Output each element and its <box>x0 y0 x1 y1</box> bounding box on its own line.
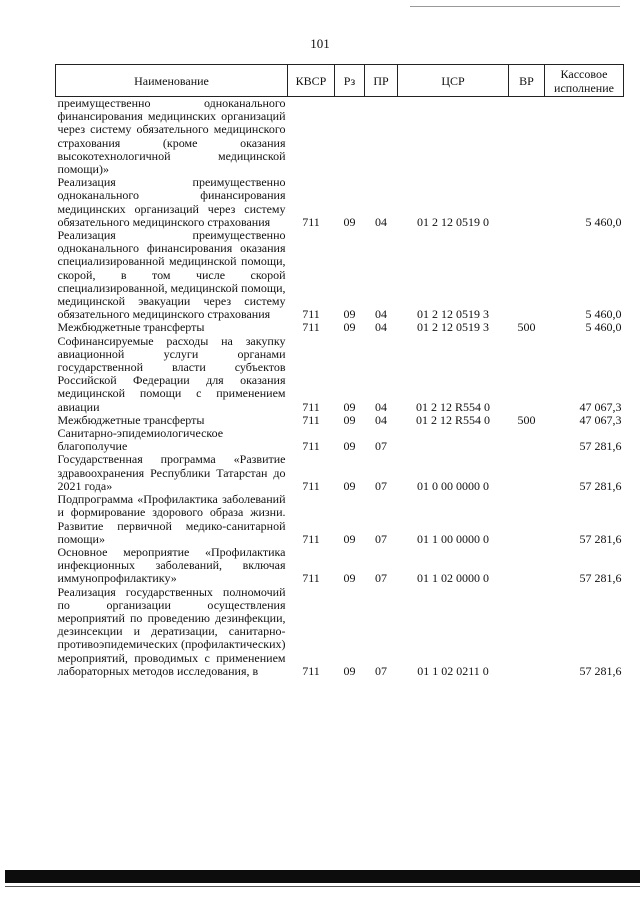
row-rz: 09 <box>343 214 356 229</box>
row-vr <box>509 229 545 321</box>
row-pr: 04 <box>375 412 387 427</box>
row-cash: 57 281,6 <box>579 439 622 454</box>
table-row <box>56 97 624 177</box>
row-name: Подпрограмма «Профилактика заболеваний и формирование здорового образа жизни. Развитие первичной медико-санитарной помощи» <box>57 492 286 546</box>
row-rz: 09 <box>343 307 356 322</box>
row-pr: 07 <box>375 439 387 454</box>
row-kvsr: 711 <box>302 571 320 586</box>
row-cash: 57 281,6 <box>579 571 622 586</box>
row-kvsr: 711 <box>302 214 320 229</box>
row-csr <box>398 97 509 177</box>
row-name: Санитарно-эпидемиологическое благополучие <box>57 426 224 454</box>
row-csr: 01 2 12 0519 3 <box>417 320 489 335</box>
row-cash: 5 460,0 <box>585 214 622 229</box>
row-cash: 57 281,6 <box>579 531 622 546</box>
row-kvsr: 711 <box>302 307 320 322</box>
row-csr: 01 2 12 R554 0 <box>415 412 490 427</box>
row-name: Реализация преимущественно одноканального финансирования оказания специализированной медицинской помощи, скорой, в том числе скорой специализированной, медицинской помощи, медицинской эвакуации через систему обязательного медицинского страхования <box>57 228 286 322</box>
row-pr: 07 <box>375 478 387 493</box>
top-edge-mark <box>410 6 620 7</box>
table-row <box>56 427 624 453</box>
budget-table <box>55 64 624 678</box>
row-rz <box>335 97 365 177</box>
row-rz: 09 <box>343 478 356 493</box>
row-vr <box>509 176 545 229</box>
table-row <box>56 453 624 493</box>
row-name: Софинансируемые расходы на закупку авиационной услуги органами государственной власти субъектов Российской Федерации для оказания медицинской помощи с применением авиации <box>57 333 286 414</box>
table-header-row <box>56 65 624 97</box>
row-name: Государственная программа «Развитие здравоохранения Республики Татарстан до 2021 года» <box>57 452 286 493</box>
row-cash: 57 281,6 <box>579 663 622 678</box>
row-kvsr <box>288 97 335 177</box>
scan-edge-bar <box>5 870 640 883</box>
table-row <box>56 229 624 321</box>
row-vr <box>509 586 545 678</box>
row-csr: 01 1 02 0211 0 <box>417 663 489 678</box>
row-vr <box>509 97 545 177</box>
row-pr: 04 <box>375 214 387 229</box>
row-name: Реализация государственных полномочий по организации осуществления мероприятий по проведению дезинфекции, дезинсекции и дератизации, санитарно-противоэпидемических (профилактических) мероприятий, проводимых с применением лабораторных методов исследования, в <box>57 584 286 678</box>
row-cash: 47 067,3 <box>579 412 622 427</box>
row-csr: 01 0 00 0000 0 <box>417 478 489 493</box>
row-rz: 09 <box>343 571 356 586</box>
row-csr: 01 2 12 R554 0 <box>415 399 490 414</box>
row-vr: 500 <box>517 320 536 335</box>
table-row <box>56 335 624 414</box>
row-csr: 01 2 12 0519 0 <box>417 214 489 229</box>
row-pr: 04 <box>375 320 387 335</box>
row-kvsr: 711 <box>302 399 320 414</box>
header-csr: ЦСР <box>398 65 509 97</box>
row-name: Межбюджетные трансферты <box>57 412 205 427</box>
row-vr <box>509 546 545 586</box>
row-rz: 09 <box>343 320 356 335</box>
row-cash <box>545 97 624 177</box>
row-rz: 09 <box>343 663 356 678</box>
row-kvsr: 711 <box>302 531 320 546</box>
table-row <box>56 546 624 586</box>
row-csr: 01 1 00 0000 0 <box>417 531 489 546</box>
table-row <box>56 321 624 334</box>
row-pr: 04 <box>375 307 387 322</box>
header-pr: ПР <box>365 65 398 97</box>
row-vr <box>509 493 545 546</box>
header-rz: Рз <box>335 65 365 97</box>
row-cash: 57 281,6 <box>579 478 622 493</box>
table-row <box>56 176 624 229</box>
row-name: Основное мероприятие «Профилактика инфекционных заболеваний, включая иммунопрофилактику» <box>57 544 286 586</box>
row-vr <box>509 427 545 453</box>
row-cash: 5 460,0 <box>585 320 622 335</box>
row-pr: 07 <box>375 571 387 586</box>
header-kvsr: КВСР <box>288 65 335 97</box>
row-rz: 09 <box>343 399 356 414</box>
scan-edge-line <box>5 886 640 887</box>
row-vr <box>509 335 545 414</box>
header-vr: ВР <box>509 65 545 97</box>
row-rz: 09 <box>343 531 356 546</box>
row-kvsr: 711 <box>302 320 320 335</box>
row-pr: 07 <box>375 663 387 678</box>
row-pr: 07 <box>375 531 387 546</box>
row-pr: 04 <box>375 399 387 414</box>
row-rz: 09 <box>343 439 356 454</box>
row-cash: 5 460,0 <box>585 307 622 322</box>
table-row <box>56 493 624 546</box>
table-row <box>56 586 624 678</box>
row-kvsr: 711 <box>302 439 320 454</box>
row-csr: 01 2 12 0519 3 <box>417 307 489 322</box>
row-rz: 09 <box>343 412 356 427</box>
row-cash: 47 067,3 <box>579 399 622 414</box>
row-kvsr: 711 <box>302 478 320 493</box>
row-csr: 01 1 02 0000 0 <box>417 571 489 586</box>
row-kvsr: 711 <box>302 663 320 678</box>
row-name: Реализация преимущественно одноканального финансирования медицинских организаций через систему обязательного медицинского страхования <box>57 175 286 229</box>
row-pr <box>365 97 398 177</box>
row-name: Межбюджетные трансферты <box>57 320 205 335</box>
row-name: преимущественно одноканального финансирования медицинских организаций через систему обязательного медицинского страхования (кроме оказания высокотехнологичной медицинской помощи)» <box>57 96 286 177</box>
header-cash: Кассовое исполнение <box>545 65 624 97</box>
header-name: Наименование <box>56 65 288 97</box>
row-kvsr: 711 <box>302 412 320 427</box>
row-vr: 500 <box>517 412 536 427</box>
row-vr <box>509 453 545 493</box>
row-csr <box>398 427 509 453</box>
page-number: 101 <box>310 36 330 51</box>
